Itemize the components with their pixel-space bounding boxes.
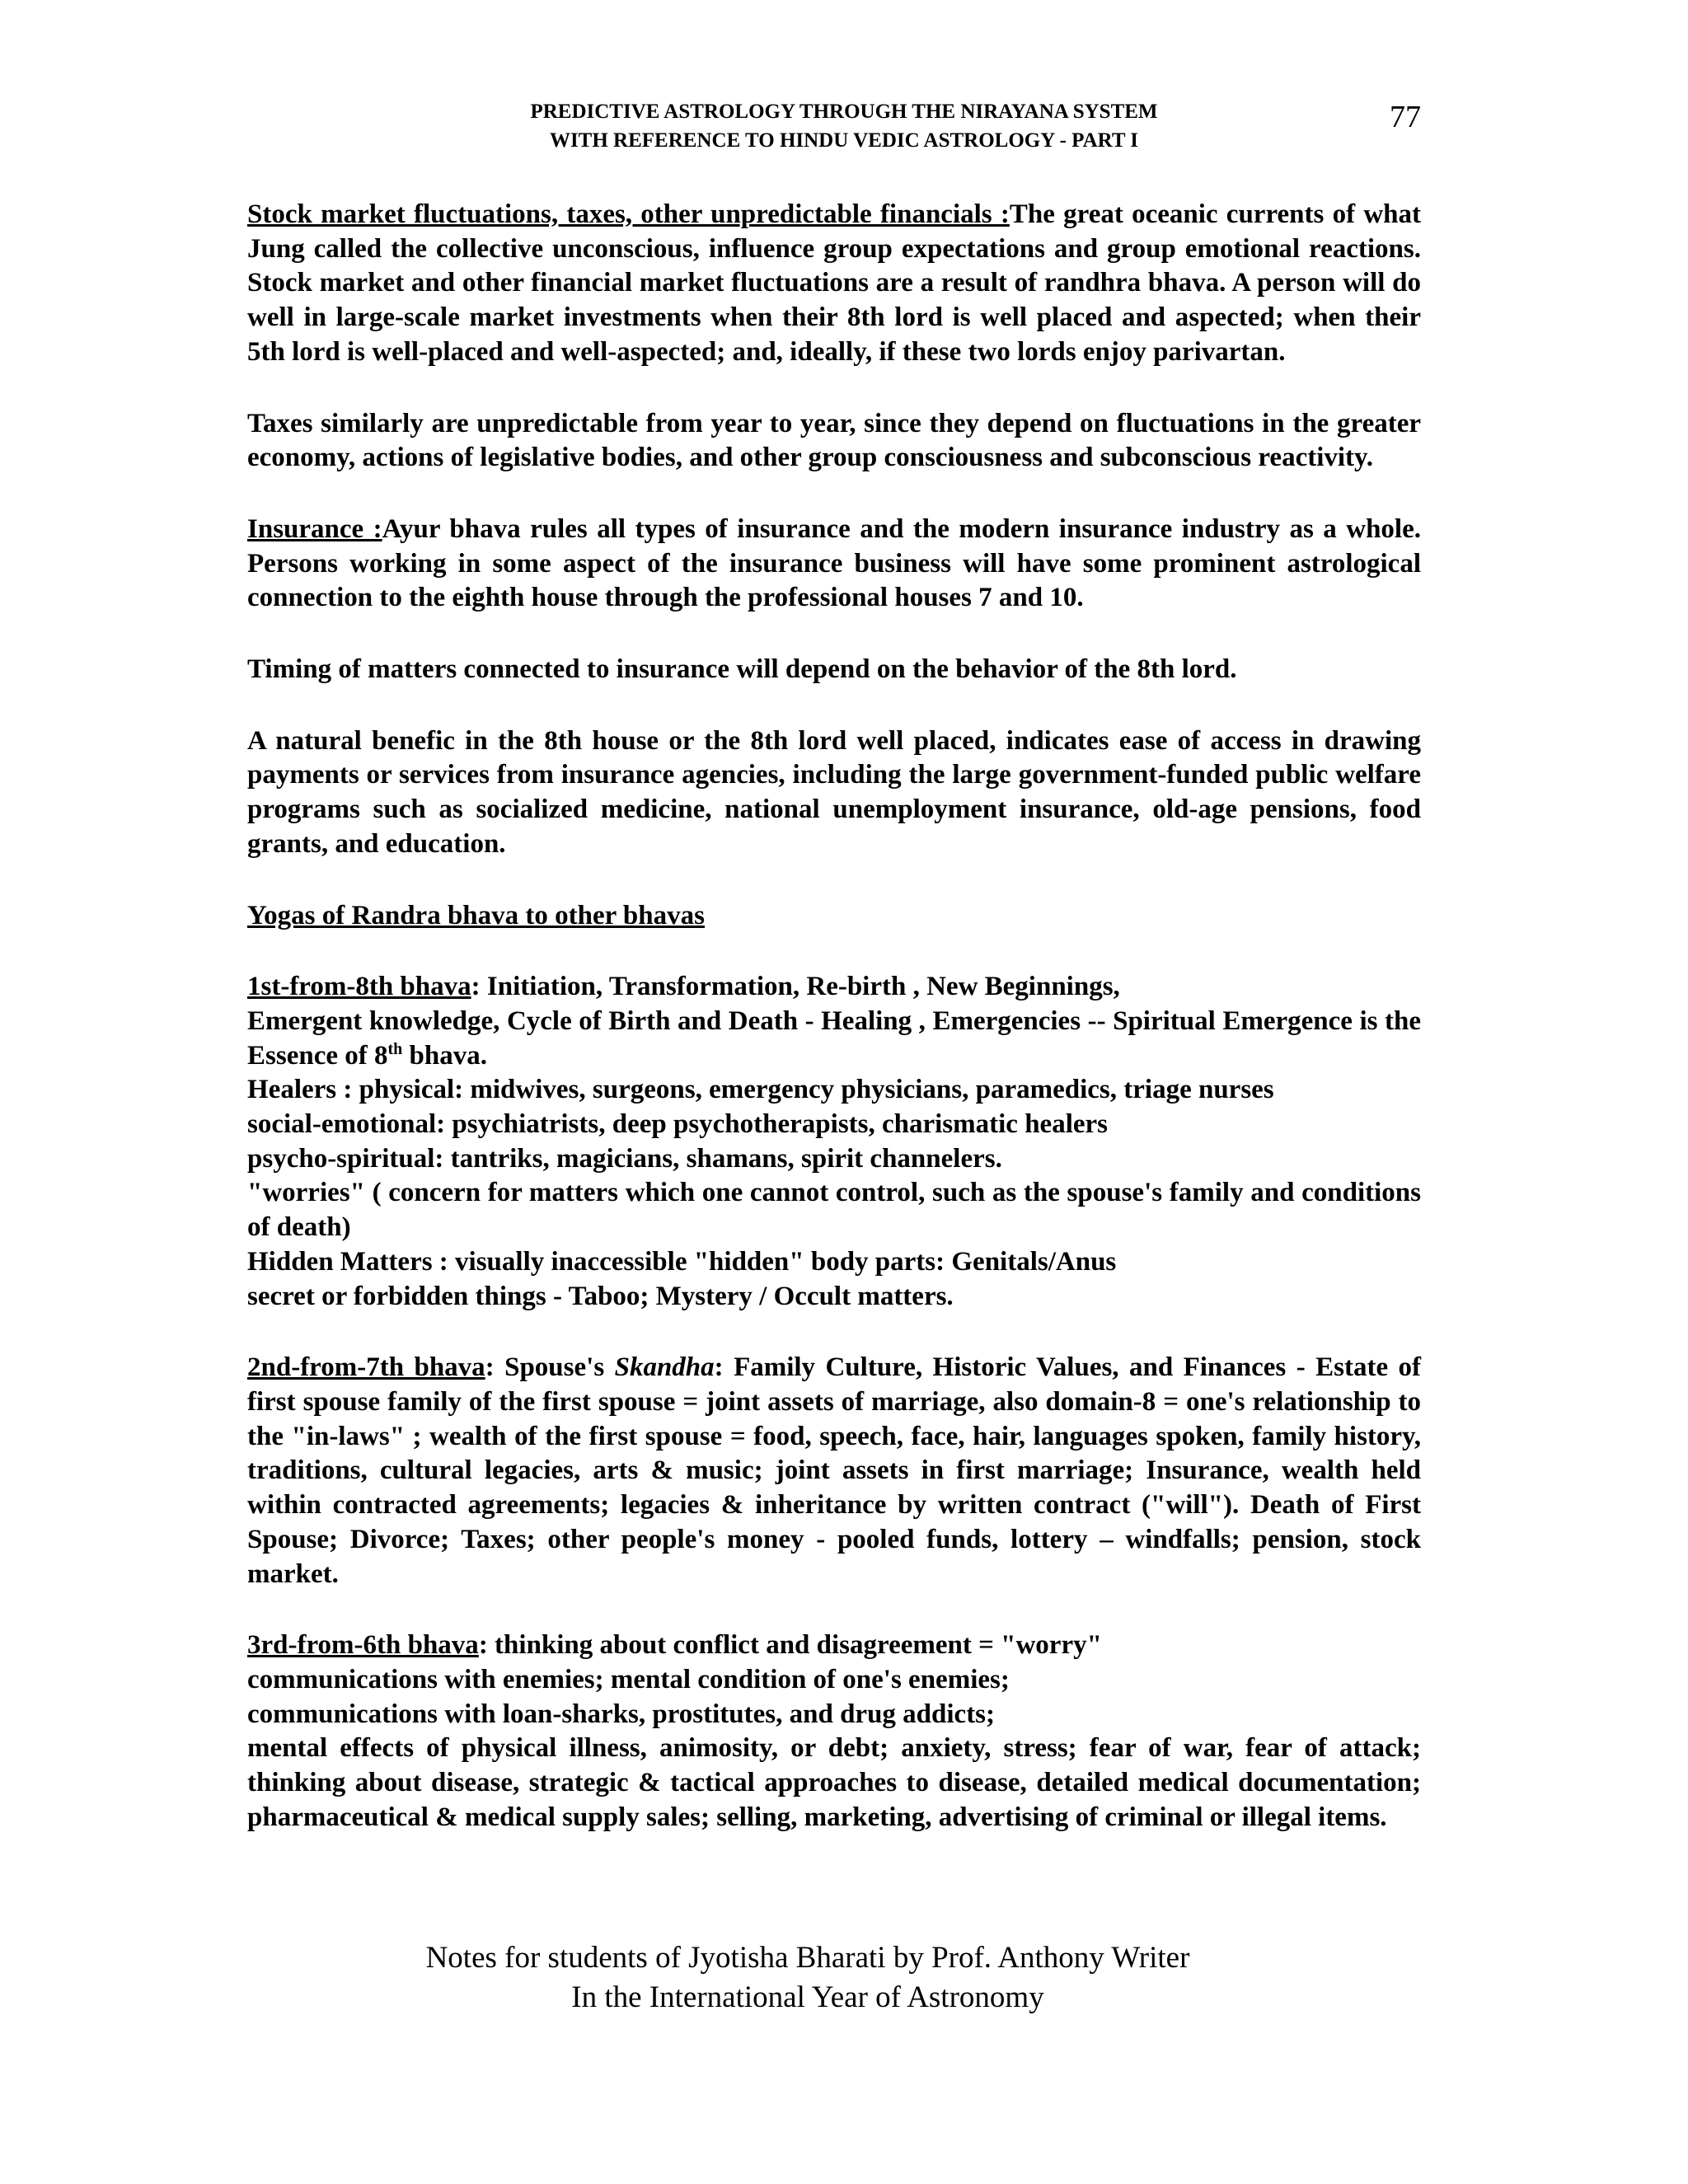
first-line-3: Healers : physical: midwives, surgeons, emergency physicians, paramedics, triage nurses [247,1075,1274,1105]
first-from-eighth-heading: 1st-from-8th bhava [247,972,471,1002]
second-from-seventh-block: 2nd-from-7th bhava: Spouse's Skandha: Family Culture, Historic Values, and Finances - Estate of first spouse family of the first spouse = joint assets of marriage, also domain-8 = one's relationship to the "in-laws" ; wealth of the first spouse = food, speech, face, hair, languages spoken, family history, traditions, cultural legacies, arts & music; joint assets in first marriage; Insurance, wealth held within contracted agreements; legacies & inheritance by written contract ("will"). Death of First Spouse; Divorce; Taxes; other people's money - pooled funds, lottery – windfalls; pension, stock market. [247,1352,1421,1589]
first-line-5: psycho-spiritual: tantriks, magicians, shamans, spirit channelers. [247,1143,1002,1174]
header-line-1: PREDICTIVE ASTROLOGY THROUGH THE NIRAYANA SYSTEM [530,101,1158,123]
third-from-sixth-block [247,1629,1421,1835]
timing-paragraph: Timing of matters connected to insurance will depend on the behavior of the 8th lord. [247,654,1237,685]
first-line-2: Emergent knowledge, Cycle of Birth and Death - Healing , Emergencies -- Spiritual Emergence is the Essence of 8th bhava. [247,1005,1421,1071]
insurance-text: Ayur bhava rules all types of insurance and the modern insurance industry as a whole. Persons working in some aspect of the insurance business will have some prominent astrological connection to the eighth house through the professional houses 7 and 10. [247,513,1421,613]
page-footer [0,1938,1615,2018]
skandha-term: Skandha [614,1352,715,1383]
stock-market-heading: Stock market fluctuations, taxes, other unpredictable financials : [247,199,1010,229]
page-number: 77 [1390,100,1421,134]
third-line-3: communications with loan-sharks, prostitutes, and drug addicts; [247,1699,996,1729]
second-from-seventh-heading: 2nd-from-7th bhava [247,1352,485,1383]
first-line-8: secret or forbidden things - Taboo; Mystery / Occult matters. [247,1281,954,1311]
third-line-2: communications with enemies; mental condition of one's enemies; [247,1664,1010,1694]
first-from-eighth-block [247,970,1421,1314]
stock-market-text: The great oceanic currents of what Jung called the collective unconscious, influence group expectations and group emotional reactions. Stock market and other financial market fluctuations are a result of randhra bhava. A person will do well in large-scale market investments when their 8th lord is well placed and aspected; when their 5th lord is well-placed and well-aspected; and, ideally, if these two lords enjoy parivartan. [247,199,1421,367]
insurance-heading: Insurance : [247,513,382,544]
insurance-paragraph [247,513,1421,616]
first-line-4: social-emotional: psychiatrists, deep psychotherapists, charismatic healers [247,1109,1108,1140]
yogas-heading [247,899,1421,934]
third-from-sixth-heading: 3rd-from-6th bhava [247,1630,479,1661]
first-line-1: 1st-from-8th bhava: Initiation, Transformation, Re-birth , New Beginnings, [247,972,1120,1002]
first-line-7: Hidden Matters : visually inaccessible "hidden" body parts: Genitals/Anus [247,1246,1117,1277]
stock-market-paragraph [247,198,1421,370]
header-line-2: WITH REFERENCE TO HINDU VEDIC ASTROLOGY - PART I [549,129,1139,152]
first-line-6: "worries" ( concern for matters which one cannot control, such as the spouse's family and conditions of death) [247,1178,1421,1243]
footer-line-2: In the International Year of Astronomy [571,1980,1044,2014]
footer-line-1: Notes for students of Jyotisha Bharati by Prof. Anthony Writer [425,1941,1190,1975]
benefic-paragraph: A natural benefic in the 8th house or the 8th lord well placed, indicates ease of access in drawing payments or services from insurance agencies, including the large government-funded public welfare programs such as socialized medicine, national unemployment insurance, old-age pensions, food grants, and education. [247,725,1421,859]
taxes-paragraph: Taxes similarly are unpredictable from year to year, since they depend on fluctuations in the greater economy, actions of legislative bodies, and other group consciousness and subconscious reactivity. [247,408,1421,473]
third-line-4: mental effects of physical illness, animosity, or debt; anxiety, stress; fear of war, fear of attack; thinking about disease, strategic & tactical approaches to disease, detailed medical documentation; pharmaceutical & medical supply sales; selling, marketing, advertising of criminal or illegal items. [247,1733,1421,1832]
yogas-heading-text: Yogas of Randra bhava to other bhavas [247,900,705,930]
page-content [247,198,1421,1835]
third-line-1: 3rd-from-6th bhava: thinking about conflict and disagreement = "worry" [247,1630,1102,1661]
page-header [0,97,1688,155]
